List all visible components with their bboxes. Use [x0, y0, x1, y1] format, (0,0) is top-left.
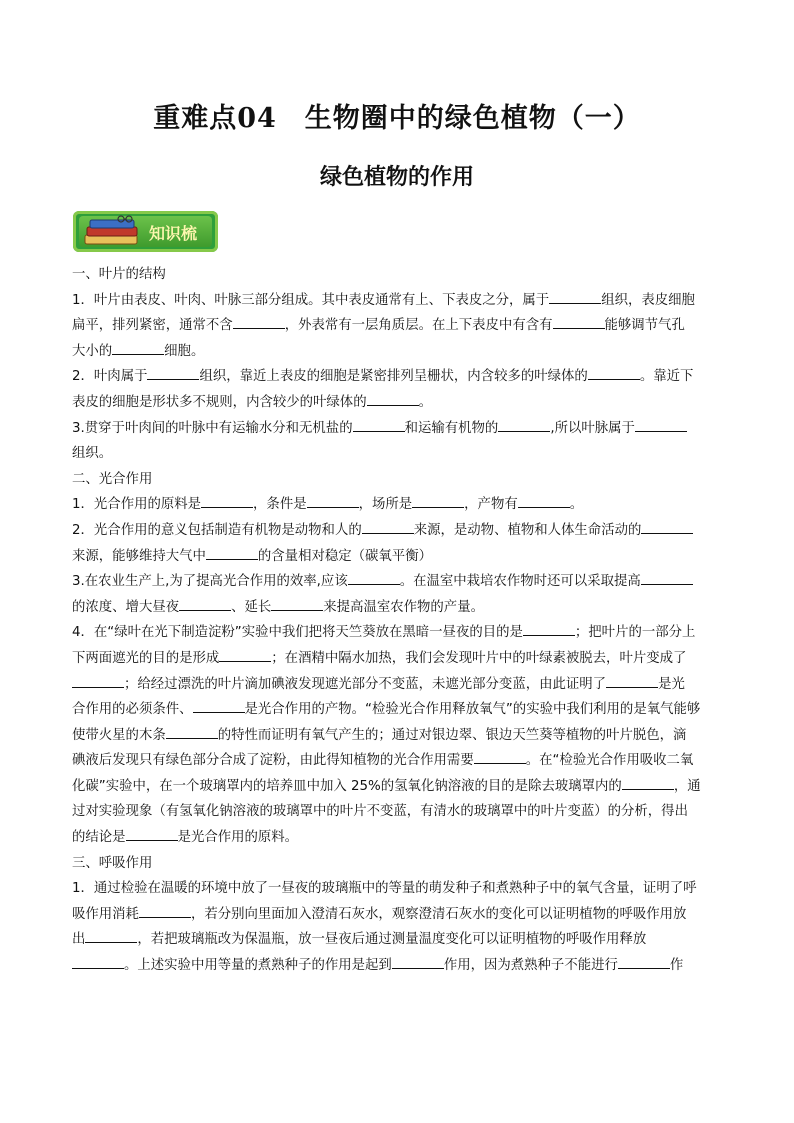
- line-text: 和运输有机物的: [404, 420, 499, 436]
- line-text: 吸作用消耗: [72, 906, 139, 922]
- line-text: 的浓度、增大昼夜: [72, 599, 180, 615]
- fill-in-blank[interactable]: [233, 314, 285, 329]
- line-text: 一、叶片的结构: [72, 267, 166, 282]
- line-text: 过对实验现象（有氢氧化钠溶液的玻璃罩中的叶片不变蓝，有清水的玻璃罩中的叶片变蓝）的分析，得出: [72, 804, 688, 820]
- fill-in-blank[interactable]: [367, 391, 419, 406]
- fill-in-blank[interactable]: [206, 545, 258, 560]
- fill-in-blank[interactable]: [201, 493, 253, 508]
- line-text: 细胞。: [164, 343, 205, 359]
- line-text: 组织，靠近上表皮的细胞是紧密排列呈栅状，内含较多的叶绿体的: [199, 369, 588, 385]
- text-line: [72, 544, 722, 570]
- line-text: 下两面遮光的目的是形成: [72, 650, 220, 666]
- line-text: 扁平，排列紧密，通常不含: [72, 318, 233, 334]
- line-text: 是光合作用的产物。“检验光合作用释放氧气”的实验中我们利用的是氧气能够: [244, 702, 701, 718]
- books-icon: [81, 215, 143, 247]
- page-subtitle: 绿色植物的作用: [319, 164, 474, 190]
- line-text: 。: [569, 497, 584, 513]
- text-line: [72, 799, 722, 825]
- line-text: 能够调节气孔: [604, 318, 685, 334]
- line-text: 3.在农业生产上,为了提高光合作用的效率,应该: [72, 574, 348, 590]
- line-text: 组织，表皮细胞: [601, 292, 695, 308]
- text-line: [72, 313, 722, 339]
- fill-in-blank[interactable]: [553, 314, 605, 329]
- line-text: 。: [418, 394, 432, 410]
- fill-in-blank[interactable]: [179, 596, 231, 611]
- text-line: [72, 646, 722, 672]
- text-line: [72, 748, 722, 774]
- fill-in-blank[interactable]: [362, 519, 414, 534]
- line-text: ，场所是: [358, 497, 413, 513]
- line-text: ；把叶片的一部分上: [574, 625, 696, 641]
- fill-in-blank[interactable]: [353, 417, 405, 432]
- fill-in-blank[interactable]: [523, 621, 575, 636]
- fill-in-blank[interactable]: [606, 673, 658, 688]
- line-text: 组织。: [72, 446, 113, 462]
- line-text: 碘液后发现只有绿色部分合成了淀粉，由此得知植物的光合作用需要: [72, 753, 474, 769]
- text-line: [72, 467, 722, 493]
- fill-in-blank[interactable]: [474, 749, 526, 764]
- text-line: [72, 441, 722, 467]
- line-text: 使带火星的木条: [72, 727, 166, 743]
- text-line: [72, 262, 722, 288]
- line-text: 来提高温室农作物的产量。: [323, 599, 484, 615]
- page-title: 重难点04 生物圈中的绿色植物（一）: [153, 103, 641, 134]
- fill-in-blank[interactable]: [622, 775, 674, 790]
- line-text: 。上述实验中用等量的煮熟种子的作用是起到: [124, 958, 392, 974]
- line-text: 是光合作用的原料。: [177, 830, 299, 846]
- line-text: 的含量相对稳定（碳氧平衡）: [257, 548, 432, 564]
- fill-in-blank[interactable]: [85, 928, 137, 943]
- line-text: ，通: [673, 778, 701, 794]
- fill-in-blank[interactable]: [307, 493, 359, 508]
- fill-in-blank[interactable]: [166, 724, 218, 739]
- fill-in-blank[interactable]: [219, 647, 271, 662]
- text-line: [72, 595, 722, 621]
- line-text: ，条件是: [253, 497, 307, 513]
- line-text: 2．叶肉属于: [72, 369, 148, 385]
- fill-in-blank[interactable]: [139, 903, 191, 918]
- text-line: [72, 416, 722, 442]
- fill-in-blank[interactable]: [588, 365, 640, 380]
- badge-label: 知识梳: [149, 224, 198, 243]
- text-line: [72, 774, 722, 800]
- line-text: ，外表常有一层角质层。在上下表皮中有含有: [284, 318, 553, 334]
- line-text: ；在酒精中隔水加热，我们会发现叶片中的叶绿素被脱去，叶片变成了: [271, 650, 687, 666]
- text-line: [72, 288, 722, 314]
- fill-in-blank[interactable]: [126, 826, 178, 841]
- fill-in-blank[interactable]: [635, 417, 687, 432]
- text-line: [72, 902, 722, 928]
- text-line: [72, 672, 722, 698]
- fill-in-blank[interactable]: [72, 673, 124, 688]
- fill-in-blank[interactable]: [641, 570, 693, 585]
- line-text: 3.贯穿于叶肉间的叶脉中有运输水分和无机盐的: [72, 420, 353, 436]
- line-text: 。靠近下: [639, 369, 694, 385]
- line-text: 2．光合作用的意义包括制造有机物是动物和人的: [72, 522, 362, 538]
- fill-in-blank[interactable]: [348, 570, 400, 585]
- line-text: 表皮的细胞是形状多不规则，内含较少的叶绿体的: [72, 394, 367, 410]
- line-text: 三、呼吸作用: [72, 855, 153, 871]
- text-line: [72, 492, 722, 518]
- line-text: 出: [72, 932, 86, 948]
- text-line: [72, 390, 722, 416]
- text-line: [72, 953, 722, 979]
- line-text: ，若分别向里面加入澄清石灰水，观察澄清石灰水的变化可以证明植物的呼吸作用放: [190, 906, 687, 922]
- line-text: 。在温室中栽培农作物时还可以采取提高: [399, 574, 641, 590]
- line-text: 1．光合作用的原料是: [72, 497, 202, 513]
- text-line: [72, 825, 722, 851]
- document-body: [72, 262, 722, 979]
- fill-in-blank[interactable]: [518, 493, 570, 508]
- text-line: [72, 723, 722, 749]
- text-line: [72, 851, 722, 877]
- line-text: 1．叶片由表皮、叶肉、叶脉三部分组成。其中表皮通常有上、下表皮之分，属于: [72, 292, 550, 308]
- fill-in-blank[interactable]: [72, 954, 124, 969]
- fill-in-blank[interactable]: [641, 519, 693, 534]
- line-text: 1．通过检验在温暖的环境中放了一昼夜的玻璃瓶中的等量的萌发种子和煮熟种子中的氧气含量，证明了呼: [72, 881, 697, 897]
- line-text: 来源，是动物、植物和人体生命活动的: [413, 522, 642, 538]
- text-line: [72, 364, 722, 390]
- fill-in-blank[interactable]: [618, 954, 670, 969]
- line-text: 4．在“绿叶在光下制造淀粉”实验中我们把将天竺葵放在黑暗一昼夜的目的是: [72, 625, 523, 641]
- line-text: 是光: [658, 676, 685, 692]
- text-line: [72, 518, 722, 544]
- text-line: [72, 927, 722, 953]
- fill-in-blank[interactable]: [392, 954, 444, 969]
- fill-in-blank[interactable]: [412, 493, 464, 508]
- line-text: 。在“检验光合作用吸收二氧: [525, 753, 694, 769]
- line-text: ,所以叶脉属于: [550, 420, 635, 436]
- line-text: 大小的: [72, 343, 113, 359]
- line-text: 化碳”实验中，在一个玻璃罩内的培养皿中加入 25%的氢氧化钠溶液的目的是除去玻璃罩内的: [72, 778, 622, 794]
- text-line: [72, 697, 722, 723]
- line-text: 、延长: [231, 599, 272, 615]
- text-line: [72, 339, 722, 365]
- line-text: 作: [669, 958, 684, 974]
- fill-in-blank[interactable]: [147, 365, 199, 380]
- fill-in-blank[interactable]: [112, 340, 164, 355]
- line-text: ，若把玻璃瓶改为保温瓶，放一昼夜后通过测量温度变化可以证明植物的呼吸作用释放: [137, 932, 647, 948]
- line-text: 合作用的必须条件、: [72, 702, 193, 718]
- text-line: [72, 569, 722, 595]
- line-text: 来源，能够维持大气中: [72, 548, 206, 564]
- text-line: [72, 876, 722, 902]
- fill-in-blank[interactable]: [498, 417, 550, 432]
- line-text: ；给经过漂洗的叶片滴加碘液发现遮光部分不变蓝，未遮光部分变蓝，由此证明了: [124, 676, 607, 692]
- line-text: 的结论是: [72, 830, 126, 846]
- line-text: 的特性而证明有氧气产生的；通过对银边翠、银边天竺葵等植物的叶片脱色，滴: [217, 727, 687, 743]
- knowledge-badge: [73, 211, 218, 252]
- text-line: [72, 620, 722, 646]
- line-text: 作用，因为煮熟种子不能进行: [443, 958, 618, 974]
- line-text: ，产物有: [464, 497, 518, 513]
- fill-in-blank[interactable]: [549, 289, 601, 304]
- fill-in-blank[interactable]: [193, 698, 245, 713]
- line-text: 二、光合作用: [72, 471, 153, 487]
- fill-in-blank[interactable]: [271, 596, 323, 611]
